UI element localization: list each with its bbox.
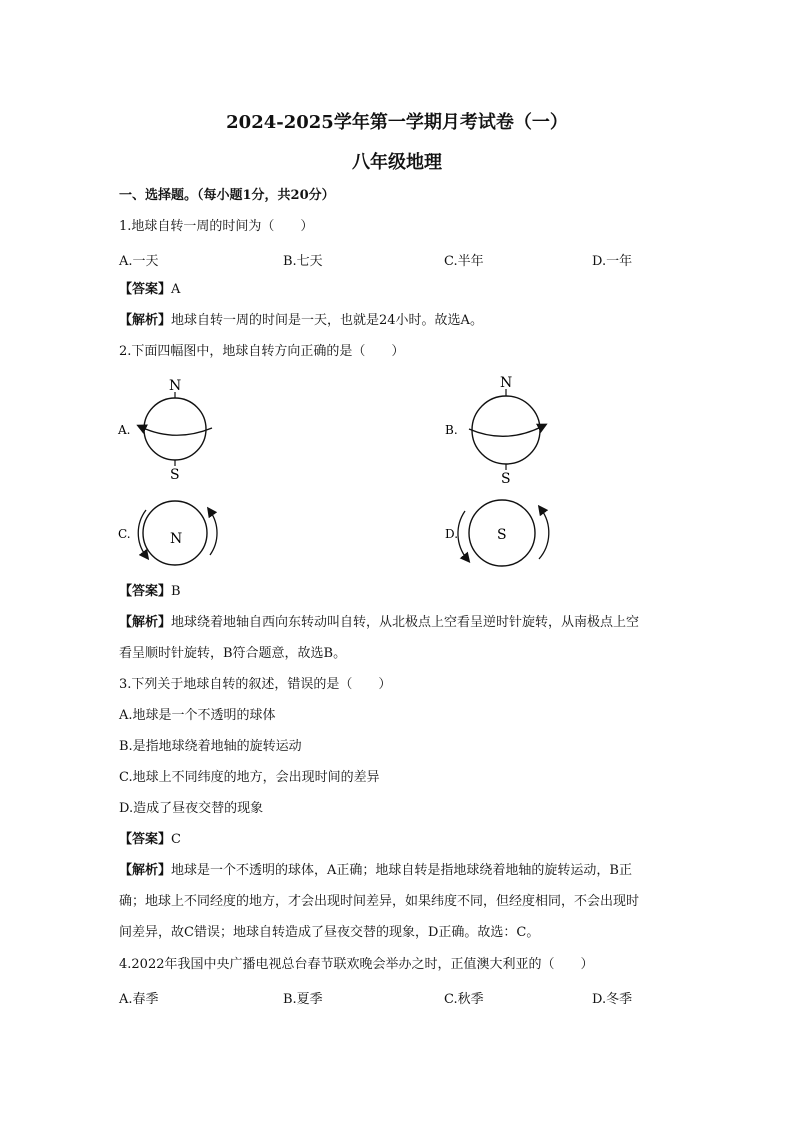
q2-stem: 2.下面四幅图中，地球自转方向正确的是（ ） bbox=[119, 344, 405, 359]
exam-subtitle: 八年级地理 bbox=[352, 152, 442, 173]
q2-figure-d bbox=[442, 493, 562, 577]
q4-stem: 4.2022年我国中央广播电视总台春节联欢晚会举办之时，正值澳大利亚的（ ） bbox=[119, 957, 594, 972]
q4-option-c: C.秋季 bbox=[444, 992, 484, 1007]
q3-stem: 3.下列关于地球自转的叙述，错误的是（ ） bbox=[119, 677, 392, 692]
q2-analysis bbox=[119, 615, 639, 631]
q1-answer-value: A bbox=[171, 282, 181, 297]
q2-fig-d-label: D. bbox=[445, 527, 459, 541]
q2-fig-a-south: S bbox=[170, 467, 180, 480]
analysis-tag: 【解析】 bbox=[119, 863, 172, 878]
section-heading: 一、选择题。（每小题1分，共20分） bbox=[119, 188, 335, 203]
q2-fig-b-north: N bbox=[500, 375, 513, 391]
q1-stem: 1.地球自转一周的时间为（ ） bbox=[119, 219, 314, 234]
q1-option-a: A.一天 bbox=[119, 254, 159, 269]
q2-fig-b-south: S bbox=[501, 471, 511, 484]
q4-option-d: D.冬季 bbox=[592, 992, 633, 1007]
q3-option-a: A.地球是一个不透明的球体 bbox=[119, 708, 276, 723]
analysis-tag: 【解析】 bbox=[119, 615, 172, 630]
q3-analysis-text-2: 确；地球上不同经度的地方，才会出现时间差异，如果纬度不同，但经度相同，不会出现时 bbox=[119, 894, 640, 909]
q3-answer bbox=[119, 832, 181, 848]
q2-fig-b-label: B. bbox=[445, 423, 458, 437]
q1-option-b: B.七天 bbox=[283, 254, 323, 269]
q3-option-b: B.是指地球绕着地轴的旋转运动 bbox=[119, 739, 302, 754]
q2-fig-a-north: N bbox=[169, 378, 182, 394]
q2-fig-a-label: A. bbox=[118, 423, 131, 437]
q3-answer-value: C bbox=[171, 832, 181, 847]
q3-analysis-text-3: 间差异，故C错误；地球自转造成了昼夜交替的现象，D正确。故选：C。 bbox=[119, 925, 540, 940]
q2-analysis-text-2: 看呈顺时针旋转，B符合题意，故选B。 bbox=[119, 646, 347, 661]
q2-fig-c-north: N bbox=[170, 531, 183, 547]
q3-analysis-text-1: 地球是一个不透明的球体，A正确；地球自转是指地球绕着地轴的旋转运动，B正 bbox=[171, 863, 632, 878]
q4-option-b: B.夏季 bbox=[283, 992, 323, 1007]
q1-analysis-text: 地球自转一周的时间是一天，也就是24小时。故选A。 bbox=[171, 313, 483, 328]
q2-figure-a bbox=[115, 375, 225, 480]
q2-figure-b bbox=[442, 372, 562, 484]
q2-analysis-text-1: 地球绕着地轴自西向东转动叫自转，从北极点上空看呈逆时针旋转，从南极点上空 bbox=[171, 615, 640, 630]
q3-option-d: D.造成了昼夜交替的现象 bbox=[119, 801, 264, 816]
answer-tag: 【答案】 bbox=[119, 584, 172, 599]
q3-analysis bbox=[119, 863, 632, 879]
q1-option-c: C.半年 bbox=[444, 254, 484, 269]
exam-title: 2024-2025学年第一学期月考试卷（一） bbox=[226, 112, 568, 133]
answer-tag: 【答案】 bbox=[119, 282, 172, 297]
q2-fig-c-label: C. bbox=[118, 527, 131, 541]
q4-option-a: A.春季 bbox=[119, 992, 159, 1007]
q2-answer bbox=[119, 584, 181, 600]
q3-option-c: C.地球上不同纬度的地方，会出现时间的差异 bbox=[119, 770, 380, 785]
q2-figure-c bbox=[115, 495, 225, 575]
answer-tag: 【答案】 bbox=[119, 832, 172, 847]
q2-answer-value: B bbox=[171, 584, 181, 599]
q2-fig-d-south: S bbox=[497, 527, 507, 543]
q1-option-d: D.一年 bbox=[592, 254, 633, 269]
q1-analysis bbox=[119, 313, 483, 329]
analysis-tag: 【解析】 bbox=[119, 313, 172, 328]
q1-answer bbox=[119, 282, 180, 298]
